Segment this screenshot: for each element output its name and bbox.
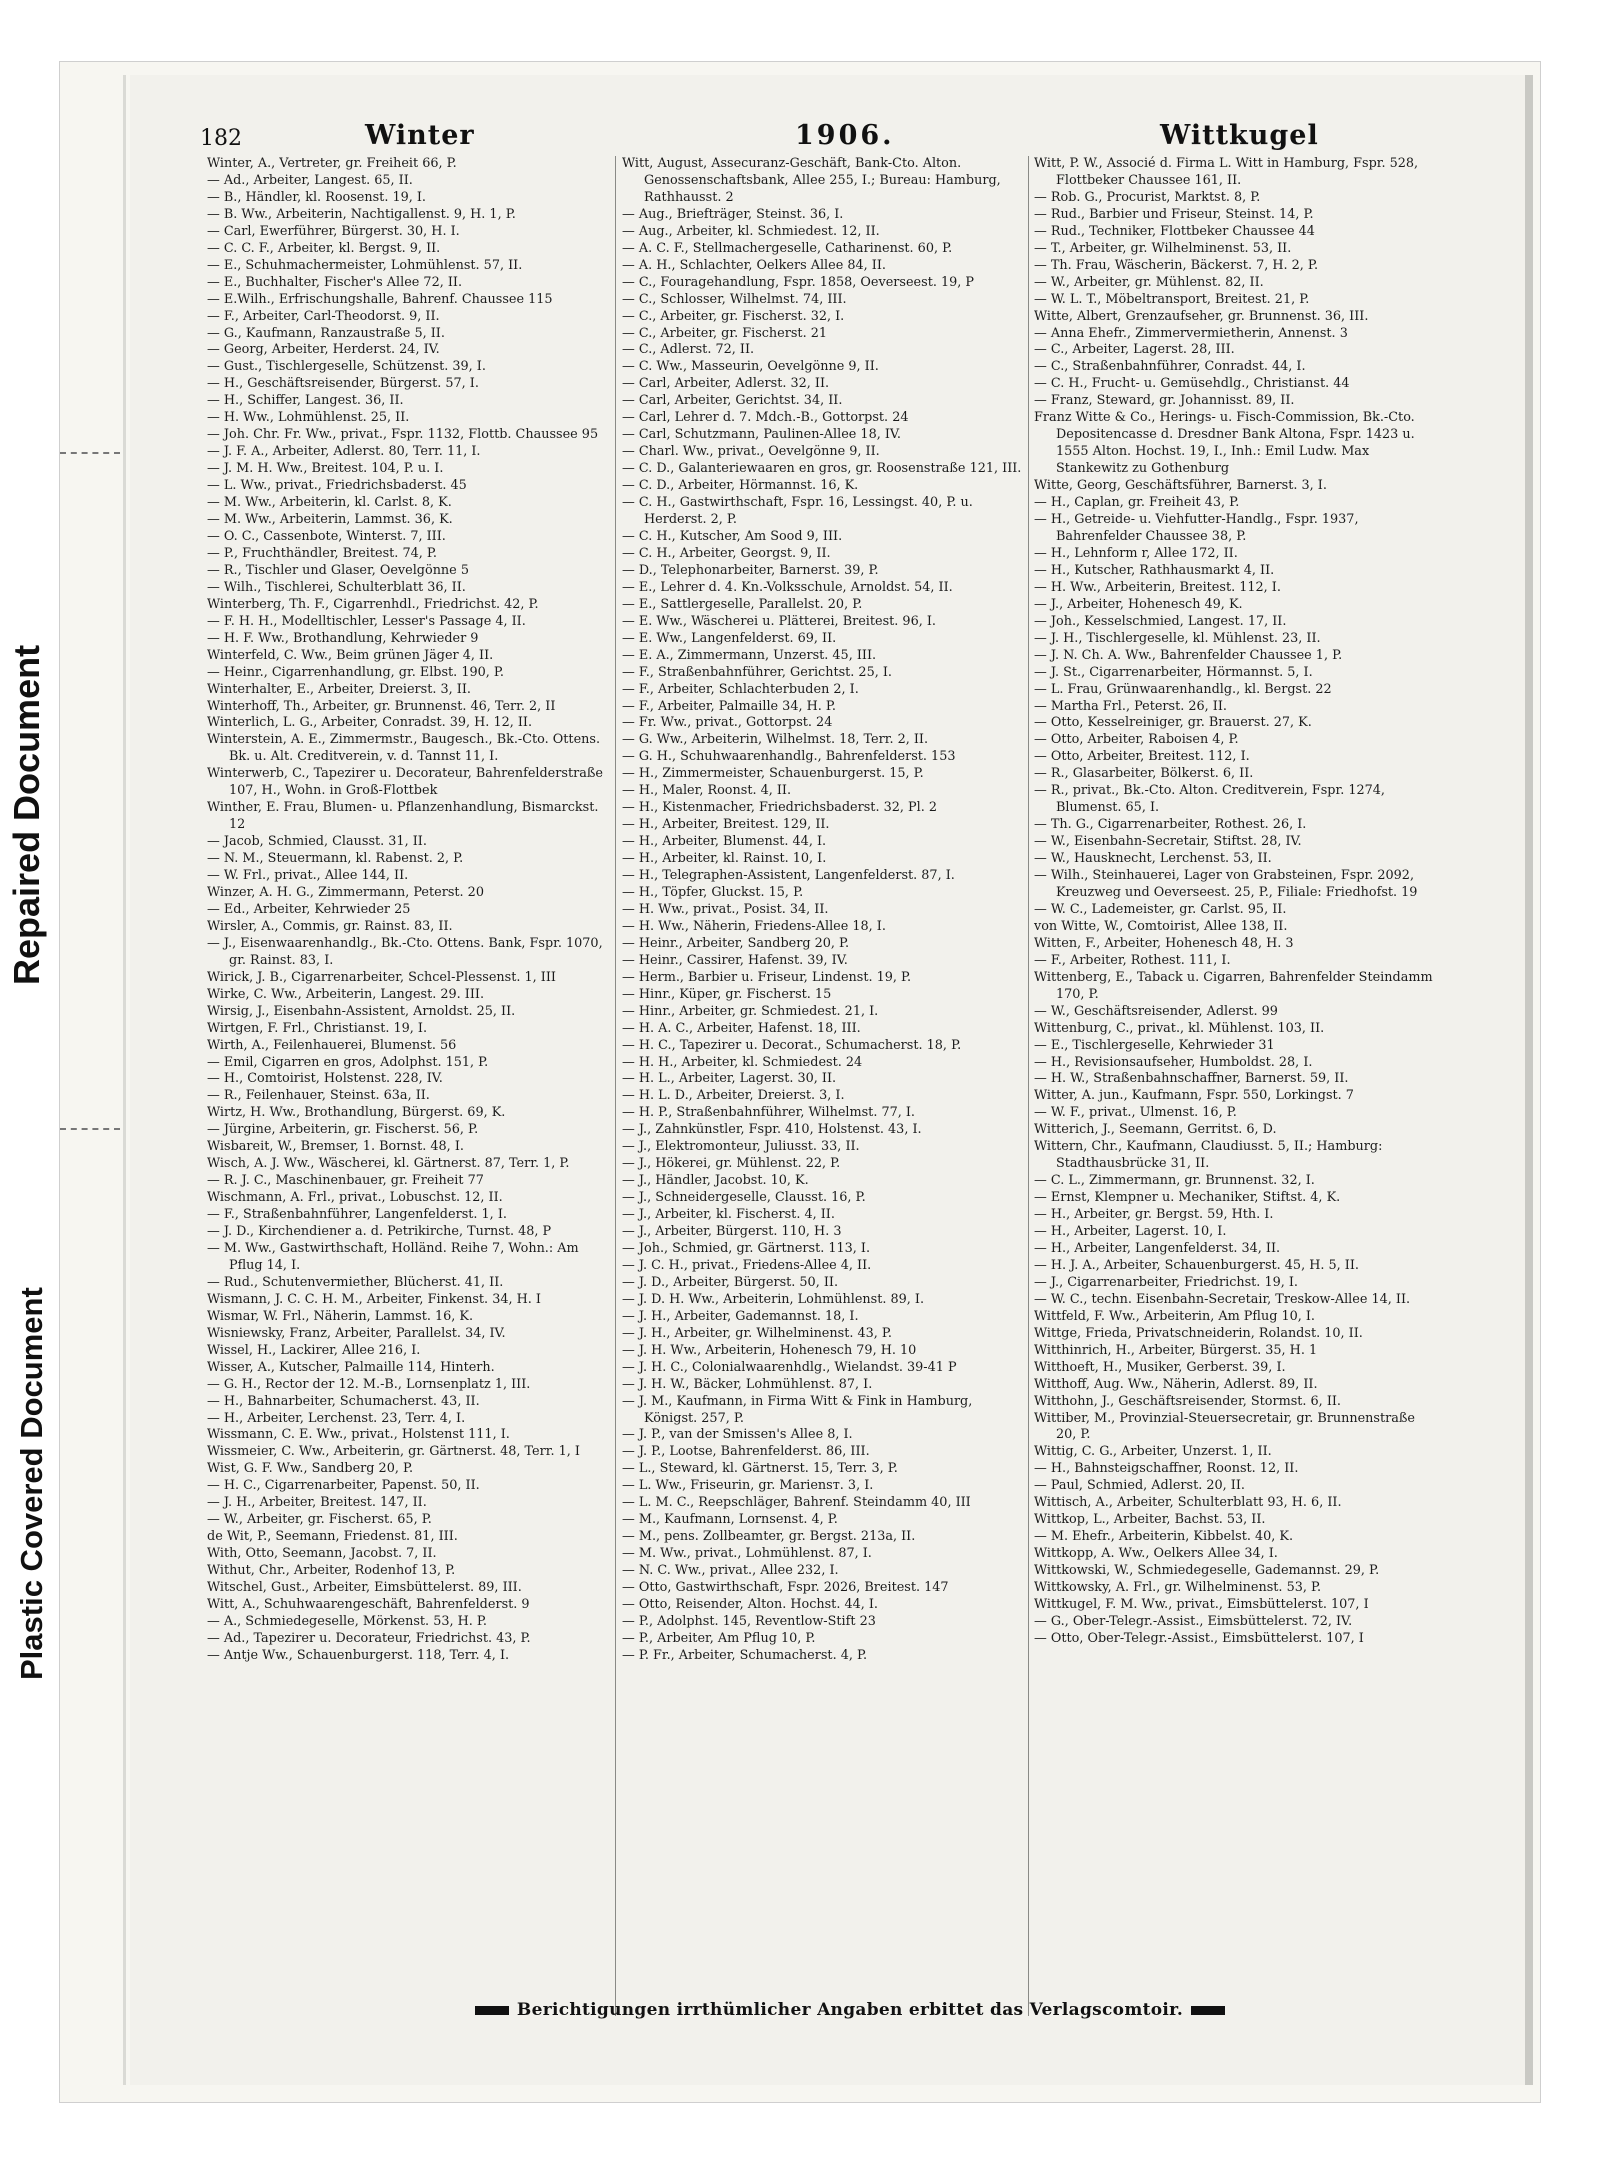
directory-entry: — H. Ww., Arbeiterin, Breitest. 112, I. — [1034, 579, 1281, 595]
directory-entry: Witterich, J., Seemann, Gerritst. 6, D. — [1034, 1122, 1277, 1138]
directory-entry: — Wilh., Tischlerei, Schulterblatt 36, II. — [207, 579, 466, 595]
directory-entry: — Franz, Steward, gr. Johannisst. 89, II. — [1034, 393, 1295, 409]
page-number: 182 — [200, 126, 242, 151]
directory-entry: — C., Arbeiter, gr. Fischerst. 21 — [622, 325, 827, 341]
label-divider-bottom — [60, 1128, 120, 1130]
directory-column-3 — [1034, 156, 1436, 1648]
directory-entry: — P., Arbeiter, Am Pflug 10, P. — [622, 1630, 816, 1646]
directory-entry: — J. H., Arbeiter, gr. Wilhelminenst. 43, P. — [622, 1325, 892, 1341]
directory-entry: — J., Cigarrenarbeiter, Friedrichst. 19, I. — [1034, 1274, 1298, 1290]
directory-entry: — H., Bahnarbeiter, Schumacherst. 43, II. — [207, 1393, 480, 1409]
footer-notice — [455, 2000, 1245, 2020]
directory-entry: — E., Buchhalter, Fischer's Allee 72, II. — [207, 274, 463, 290]
directory-entry: Wirtgen, F. Frl., Christianst. 19, I. — [207, 1020, 428, 1036]
directory-entry: — H. L., Arbeiter, Lagerst. 30, II. — [622, 1071, 837, 1087]
directory-entry: — H. L. D., Arbeiter, Dreierst. 3, I. — [622, 1088, 845, 1104]
year-heading: 1906. — [795, 120, 895, 151]
directory-entry: — J., Eisenwaarenhandlg., Bk.-Cto. Ottens. Bank, Fspr. 1070, gr. Rainst. 83, I. — [207, 935, 603, 968]
directory-entry: — H., Bahnsteigschaffner, Roonst. 12, II. — [1034, 1461, 1299, 1477]
directory-entry: Wissmann, C. E. Ww., privat., Holstenst 111, I. — [207, 1427, 510, 1443]
directory-entry: — J., Hökerei, gr. Mühlenst. 22, P. — [622, 1156, 841, 1172]
directory-entry: — J. H. W., Bäcker, Lohmühlenst. 87, I. — [622, 1376, 873, 1392]
directory-entry: — H. C., Tapezirer u. Decorat., Schumacherst. 18, P. — [622, 1037, 962, 1053]
directory-entry: — M. Ww., Arbeiterin, Lammst. 36, K. — [207, 512, 453, 528]
directory-entry: — J. D., Arbeiter, Bürgerst. 50, II. — [622, 1274, 839, 1290]
directory-entry: — A., Schmiedegeselle, Mörkenst. 53, H. P. — [207, 1613, 487, 1629]
directory-entry: Wismann, J. C. C. H. M., Arbeiter, Finkenst. 34, H. I — [207, 1291, 541, 1307]
directory-entry: — H., Arbeiter, gr. Bergst. 59, Hth. I. — [1034, 1207, 1274, 1223]
directory-entry: — Hinr., Küper, gr. Fischerst. 15 — [622, 986, 832, 1002]
directory-entry: — Anna Ehefr., Zimmervermietherin, Annenst. 3 — [1034, 325, 1348, 341]
directory-entry: Winterwerb, C., Tapezirer u. Decorateur, Bahrenfelderstraße 107, H., Wohn. in Groß-Flottbek — [207, 766, 603, 799]
directory-entry: — Carl, Arbeiter, Gerichtst. 34, II. — [622, 393, 843, 409]
directory-entry: — W. C., techn. Eisenbahn-Secretair, Treskow-Allee 14, II. — [1034, 1291, 1411, 1307]
directory-entry: — H., Getreide- u. Viehfutter-Handlg., Fspr. 1937, Bahrenfelder Chaussee 38, P. — [1034, 512, 1359, 544]
directory-entry: — F., Straßenbahnführer, Langenfelderst. 1, I. — [207, 1207, 507, 1223]
directory-entry: — W., Arbeiter, gr. Mühlenst. 82, II. — [1034, 274, 1264, 290]
directory-entry: — Paul, Schmied, Adlerst. 20, II. — [1034, 1478, 1245, 1494]
directory-entry: — Ad., Tapezirer u. Decorateur, Friedrichst. 43, P. — [207, 1630, 531, 1646]
directory-entry: — H., Arbeiter, Breitest. 129, II. — [622, 817, 830, 833]
directory-entry: Wisser, A., Kutscher, Palmaille 114, Hinterh. — [207, 1359, 495, 1375]
directory-entry: — C. C. F., Arbeiter, kl. Bergst. 9, II. — [207, 240, 441, 256]
directory-entry: — F., Straßenbahnführer, Gerichtst. 25, I. — [622, 664, 892, 680]
side-label-plastic: Plastic Covered Document — [14, 1287, 49, 1680]
directory-entry: Wirsler, A., Commis, gr. Rainst. 83, II. — [207, 918, 453, 934]
directory-entry: Withut, Chr., Arbeiter, Rodenhof 13, P. — [207, 1563, 456, 1579]
directory-entry: — Carl, Schutzmann, Paulinen-Allee 18, IV. — [622, 427, 901, 443]
directory-entry: — R., Glasarbeiter, Bölkerst. 6, II. — [1034, 766, 1254, 782]
directory-entry: Wirsig, J., Eisenbahn-Assistent, Arnoldst. 25, II. — [207, 1003, 516, 1019]
directory-entry: — J., Arbeiter, kl. Fischerst. 4, II. — [622, 1207, 835, 1223]
directory-entry: Wittkop, L., Arbeiter, Bachst. 53, II. — [1034, 1512, 1266, 1528]
directory-entry: Wisbareit, W., Bremser, 1. Bornst. 48, I. — [207, 1139, 464, 1155]
directory-entry: — J., Arbeiter, Hohenesch 49, K. — [1034, 596, 1243, 612]
directory-entry: — Herm., Barbier u. Friseur, Lindenst. 19, P. — [622, 969, 912, 985]
directory-entry: — C. D., Galanteriewaaren en gros, gr. Roosenstraße 121, III. — [622, 461, 1022, 477]
directory-entry: — M. Ww., Arbeiterin, kl. Carlst. 8, K. — [207, 495, 452, 511]
directory-entry: — L. Frau, Grünwaarenhandlg., kl. Bergst. 22 — [1034, 681, 1332, 697]
directory-column-1 — [207, 156, 612, 1665]
directory-entry: — J., Schneidergeselle, Clausst. 16, P. — [622, 1190, 866, 1206]
directory-entry: — L. M. C., Reepschläger, Bahrenf. Steindamm 40, III — [622, 1495, 971, 1511]
directory-entry: — P. Fr., Arbeiter, Schumacherst. 4, P. — [622, 1647, 868, 1663]
directory-entry: — J. H., Arbeiter, Breitest. 147, II. — [207, 1495, 427, 1511]
directory-entry: — H., Arbeiter, kl. Rainst. 10, I. — [622, 851, 827, 867]
directory-entry: — F., Arbeiter, Palmaille 34, H. P. — [622, 698, 836, 714]
directory-entry: — C., Arbeiter, Lagerst. 28, III. — [1034, 342, 1235, 358]
directory-entry: — J. M. H. Ww., Breitest. 104, P. u. I. — [207, 461, 444, 477]
pointing-hand-icon — [475, 2006, 509, 2015]
directory-entry: — T., Arbeiter, gr. Wilhelminenst. 53, II. — [1034, 240, 1292, 256]
directory-entry: — G., Ober-Telegr.-Assist., Eimsbüttelerst. 72, IV. — [1034, 1613, 1353, 1629]
directory-entry: — R. J. C., Maschinenbauer, gr. Freiheit 77 — [207, 1173, 484, 1189]
directory-entry: — Heinr., Cigarrenhandlung, gr. Elbst. 190, P. — [207, 664, 504, 680]
directory-entry: — C. L., Zimmermann, gr. Brunnenst. 32, I. — [1034, 1173, 1315, 1189]
directory-entry: Winter, A., Vertreter, gr. Freiheit 66, P. — [207, 156, 457, 171]
directory-entry: — H. F. Ww., Brothandlung, Kehrwieder 9 — [207, 630, 479, 646]
directory-entry: — H. P., Straßenbahnführer, Wilhelmst. 77, I. — [622, 1105, 916, 1121]
directory-entry: — H. Ww., Näherin, Friedens-Allee 18, I. — [622, 918, 886, 934]
directory-entry: — H., Arbeiter, Blumenst. 44, I. — [622, 834, 827, 850]
directory-entry: Winzer, A. H. G., Zimmermann, Peterst. 20 — [207, 884, 484, 900]
directory-entry: Witt, P. W., Associé d. Firma L. Witt in Hamburg, Fspr. 528, Flottbeker Chaussee 161, II. — [1034, 156, 1419, 188]
directory-entry: — W. Frl., privat., Allee 144, II. — [207, 868, 409, 884]
directory-entry: — B. Ww., Arbeiterin, Nachtigallenst. 9, H. 1, P. — [207, 206, 516, 222]
directory-entry: Wittfeld, F. Ww., Arbeiterin, Am Pflug 10, I. — [1034, 1308, 1315, 1324]
directory-entry: Winterfeld, C. Ww., Beim grünen Jäger 4, II. — [207, 647, 494, 663]
directory-entry: — H., Arbeiter, Lerchenst. 23, Terr. 4, I. — [207, 1410, 466, 1426]
directory-entry: — H., Maler, Roonst. 4, II. — [622, 783, 792, 799]
directory-entry: — Carl, Arbeiter, Adlerst. 32, II. — [622, 376, 830, 392]
directory-entry: — Martha Frl., Peterst. 26, II. — [1034, 698, 1227, 714]
directory-entry: — Otto, Arbeiter, Breitest. 112, I. — [1034, 749, 1250, 765]
directory-entry: — H., Lehnform r, Allee 172, II. — [1034, 545, 1238, 561]
directory-entry: — L. Ww., Friseurin, gr. Mariensт. 3, I. — [622, 1478, 874, 1494]
directory-entry: — Rud., Techniker, Flottbeker Chaussee 44 — [1034, 223, 1315, 239]
directory-entry: — G. H., Rector der 12. M.-B., Lornsenplatz 1, III. — [207, 1376, 531, 1392]
directory-entry: — H. C., Cigarrenarbeiter, Papenst. 50, II. — [207, 1478, 480, 1494]
directory-entry: Witthinrich, H., Arbeiter, Bürgerst. 35, H. 1 — [1034, 1342, 1318, 1358]
directory-entry: Wisniewsky, Franz, Arbeiter, Parallelst. 34, IV. — [207, 1325, 506, 1341]
directory-entry: — H. W., Straßenbahnschaffner, Barnerst. 59, II. — [1034, 1071, 1349, 1087]
directory-entry: — E., Schuhmachermeister, Lohmühlenst. 57, II. — [207, 257, 523, 273]
directory-entry: — C., Adlerst. 72, II. — [622, 342, 755, 358]
directory-entry: — H. Ww., Lohmühlenst. 25, II. — [207, 410, 410, 426]
directory-entry: — C. D., Arbeiter, Hörmannst. 16, K. — [622, 478, 859, 494]
directory-column-2 — [622, 156, 1024, 1665]
directory-entry: — Joh. Chr. Fr. Ww., privat., Fspr. 1132, Flottb. Chaussee 95 — [207, 427, 599, 443]
directory-entry: Wittkowsky, A. Frl., gr. Wilhelminenst. 53, P. — [1034, 1580, 1322, 1596]
pointing-hand-icon — [1191, 2006, 1225, 2015]
directory-entry: — Ad., Arbeiter, Langest. 65, II. — [207, 172, 413, 188]
directory-entry: — J. P., Lootse, Bahrenfelderst. 86, III. — [622, 1444, 870, 1460]
directory-entry: Wittiber, M., Provinzial-Steuersecretair, gr. Brunnenstraße 20, P. — [1034, 1410, 1415, 1443]
directory-entry: de Wit, P., Seemann, Friedenst. 81, III. — [207, 1529, 458, 1545]
directory-entry: — Hinr., Arbeiter, gr. Schmiedest. 21, I. — [622, 1003, 879, 1019]
directory-entry: — Emil, Cigarren en gros, Adolphst. 151, P. — [207, 1054, 489, 1070]
directory-entry: — Carl, Ewerführer, Bürgerst. 30, H. I. — [207, 223, 460, 239]
directory-entry: — Ernst, Klempner u. Mechaniker, Stiftst. 4, K. — [1034, 1190, 1341, 1206]
directory-entry: — Jürgine, Arbeiterin, gr. Fischerst. 56, P. — [207, 1122, 479, 1138]
directory-entry: — E.Wilh., Erfrischungshalle, Bahrenf. Chaussee 115 — [207, 291, 553, 307]
directory-entry: — R., privat., Bk.-Cto. Alton. Creditverein, Fspr. 1274, Blumenst. 65, I. — [1034, 783, 1385, 816]
directory-entry: Wittge, Frieda, Privatschneiderin, Rolandst. 10, II. — [1034, 1325, 1363, 1341]
directory-entry: — Jacob, Schmied, Clausst. 31, II. — [207, 834, 427, 850]
directory-entry: Witthohn, J., Geschäftsreisender, Stormst. 6, II. — [1034, 1393, 1341, 1409]
directory-entry: — J. H., Arbeiter, Gademannst. 18, I. — [622, 1308, 859, 1324]
footer-text: Berichtigungen irrthümlicher Angaben erbittet das Verlagscomtoir. — [516, 2000, 1184, 2020]
directory-entry: — C., Schlosser, Wilhelmst. 74, III. — [622, 291, 847, 307]
directory-entry: — C., Fouragehandlung, Fspr. 1858, Oeverseest. 19, P — [622, 274, 975, 290]
directory-entry: — E. Ww., Langenfelderst. 69, II. — [622, 630, 837, 646]
directory-entry: Witthoeft, H., Musiker, Gerberst. 39, I. — [1034, 1359, 1286, 1375]
directory-entry: — J. C. H., privat., Friedens-Allee 4, II. — [622, 1257, 872, 1273]
directory-entry: — J. H. C., Colonialwaarenhdlg., Wielandst. 39-41 P — [622, 1359, 957, 1375]
directory-entry: Wirth, A., Feilenhauerei, Blumenst. 56 — [207, 1037, 457, 1053]
directory-entry: — W. L. T., Möbeltransport, Breitest. 21, P. — [1034, 291, 1310, 307]
directory-entry: — H., Zimmermeister, Schauenburgerst. 15, P. — [622, 766, 924, 782]
directory-entry: — Aug., Arbeiter, kl. Schmiedest. 12, II. — [622, 223, 880, 239]
directory-entry: Wist, G. F. Ww., Sandberg 20, P. — [207, 1461, 414, 1477]
directory-entry: — Wilh., Steinhauerei, Lager von Grabsteinen, Fspr. 2092, Kreuzweg und Oeverseest. 25, P., Filiale: Friedhofst. 19 — [1034, 868, 1418, 900]
directory-entry: von Witte, W., Comtoirist, Allee 138, II. — [1034, 918, 1288, 934]
directory-entry: — M. Ehefr., Arbeiterin, Kibbelst. 40, K. — [1034, 1529, 1294, 1545]
directory-entry: Wittkugel, F. M. Ww., privat., Eimsbüttelerst. 107, I — [1034, 1597, 1369, 1613]
directory-entry: — J., Elektromonteur, Juliusst. 33, II. — [622, 1139, 860, 1155]
directory-entry: — Antje Ww., Schauenburgerst. 118, Terr. 4, I. — [207, 1647, 510, 1663]
directory-entry: With, Otto, Seemann, Jacobst. 7, II. — [207, 1546, 437, 1562]
directory-entry: — N. C. Ww., privat., Allee 232, I. — [622, 1563, 839, 1579]
directory-entry: — R., Feilenhauer, Steinst. 63a, II. — [207, 1088, 430, 1104]
directory-entry: — H., Arbeiter, Lagerst. 10, I. — [1034, 1224, 1227, 1240]
directory-entry: — G. H., Schuhwaarenhandlg., Bahrenfelderst. 153 — [622, 749, 956, 765]
directory-entry: — H., Revisionsaufseher, Humboldst. 28, I. — [1034, 1054, 1313, 1070]
directory-entry: — Heinr., Arbeiter, Sandberg 20, P. — [622, 935, 850, 951]
side-label-repaired: Repaired Document — [6, 644, 47, 985]
directory-entry: — H., Schiffer, Langest. 36, II. — [207, 393, 404, 409]
directory-entry: — H., Telegraphen-Assistent, Langenfelderst. 87, I. — [622, 868, 955, 884]
directory-entry: — Georg, Arbeiter, Herderst. 24, IV. — [207, 342, 440, 358]
directory-entry: — H. Ww., privat., Posist. 34, II. — [622, 901, 829, 917]
directory-entry: — J. H., Tischlergeselle, kl. Mühlenst. 23, II. — [1034, 630, 1321, 646]
directory-entry: — M. Ww., privat., Lohmühlenst. 87, I. — [622, 1546, 872, 1562]
directory-entry: — W., Geschäftsreisender, Adlerst. 99 — [1034, 1003, 1278, 1019]
directory-entry: — C. H., Arbeiter, Georgst. 9, II. — [622, 545, 831, 561]
directory-entry: — E. A., Zimmermann, Unzerst. 45, III. — [622, 647, 877, 663]
directory-entry: Wirke, C. Ww., Arbeiterin, Langest. 29. III. — [207, 986, 485, 1002]
directory-entry: — F., Arbeiter, Carl-Theodorst. 9, II. — [207, 308, 440, 324]
directory-entry: — M., pens. Zollbeamter, gr. Bergst. 213a, II. — [622, 1529, 916, 1545]
directory-entry: — H. J. A., Arbeiter, Schauenburgerst. 45, H. 5, II. — [1034, 1257, 1359, 1273]
directory-entry: Wittenburg, C., privat., kl. Mühlenst. 103, II. — [1034, 1020, 1325, 1036]
directory-entry: — Otto, Kesselreiniger, gr. Brauerst. 27, K. — [1034, 715, 1312, 731]
directory-entry: — E., Lehrer d. 4. Kn.-Volksschule, Arnoldst. 54, II. — [622, 579, 953, 595]
directory-entry: — W. C., Lademeister, gr. Carlst. 95, II. — [1034, 901, 1287, 917]
directory-entry: Wismar, W. Frl., Näherin, Lammst. 16, K. — [207, 1308, 474, 1324]
directory-entry: Wittisch, A., Arbeiter, Schulterblatt 93, H. 6, II. — [1034, 1495, 1342, 1511]
directory-entry: — B., Händler, kl. Roosenst. 19, I. — [207, 189, 427, 205]
directory-entry: — J. H. Ww., Arbeiterin, Hohenesch 79, H. 10 — [622, 1342, 917, 1358]
column-rule — [1028, 156, 1029, 2016]
directory-entry: Winterhalter, E., Arbeiter, Dreierst. 3, II. — [207, 681, 471, 697]
directory-entry: — M., Kaufmann, Lornsenst. 4, P. — [622, 1512, 838, 1528]
directory-entry: Wirick, J. B., Cigarrenarbeiter, Schcel-Plessenst. 1, III — [207, 969, 556, 985]
directory-entry: — H. H., Arbeiter, kl. Schmiedest. 24 — [622, 1054, 863, 1070]
directory-entry: — F. H. H., Modelltischler, Lesser's Passage 4, II. — [207, 613, 526, 629]
directory-entry: Winterhoff, Th., Arbeiter, gr. Brunnenst. 46, Terr. 2, II — [207, 698, 556, 714]
directory-entry: — Joh., Kesselschmied, Langest. 17, II. — [1034, 613, 1287, 629]
directory-entry: — E. Ww., Wäscherei u. Plätterei, Breitest. 96, I. — [622, 613, 936, 629]
directory-entry: — E., Tischlergeselle, Kehrwieder 31 — [1034, 1037, 1275, 1053]
directory-entry: — H. A. C., Arbeiter, Hafenst. 18, III. — [622, 1020, 861, 1036]
directory-entry: — W., Arbeiter, gr. Fischerst. 65, P. — [207, 1512, 432, 1528]
page-crease — [123, 75, 126, 2085]
column-rule — [615, 156, 616, 2016]
directory-entry: — O. C., Cassenbote, Winterst. 7, III. — [207, 528, 446, 544]
directory-entry: — C. H., Frucht- u. Gemüsehdlg., Christianst. 44 — [1034, 376, 1350, 392]
directory-entry: Wissmeier, C. Ww., Arbeiterin, gr. Gärtnerst. 48, Terr. 1, I — [207, 1444, 580, 1460]
directory-entry: — F., Arbeiter, Schlachterbuden 2, I. — [622, 681, 859, 697]
directory-entry: — Ed., Arbeiter, Kehrwieder 25 — [207, 901, 411, 917]
directory-entry: — H., Arbeiter, Langenfelderst. 34, II. — [1034, 1241, 1281, 1256]
page-edge — [1525, 75, 1533, 2085]
directory-entry: — W., Hausknecht, Lerchenst. 53, II. — [1034, 851, 1272, 867]
directory-entry: — L. Ww., privat., Friedrichsbaderst. 45 — [207, 478, 467, 494]
directory-entry: — R., Tischler und Glaser, Oevelgönne 5 — [207, 562, 469, 578]
directory-entry: — W., Eisenbahn-Secretair, Stiftst. 28, IV. — [1034, 834, 1302, 850]
directory-entry: — J. M., Kaufmann, in Firma Witt & Fink in Hamburg, Königst. 257, P. — [622, 1393, 973, 1426]
directory-entry: — M. Ww., Gastwirthschaft, Holländ. Reihe 7, Wohn.: Am Pflug 14, I. — [207, 1241, 579, 1273]
directory-entry: — Heinr., Cassirer, Hafenst. 39, IV. — [622, 952, 848, 968]
directory-entry: Wittig, C. G., Arbeiter, Unzerst. 1, II. — [1034, 1444, 1272, 1460]
directory-entry: — Charl. Ww., privat., Oevelgönne 9, II. — [622, 444, 880, 460]
right-headword: Wittkugel — [1160, 120, 1319, 151]
directory-entry: — H., Kistenmacher, Friedrichsbaderst. 32, Pl. 2 — [622, 800, 937, 816]
directory-entry: — C., Arbeiter, gr. Fischerst. 32, I. — [622, 308, 845, 324]
directory-entry: — J., Arbeiter, Bürgerst. 110, H. 3 — [622, 1224, 842, 1240]
directory-entry: — Gust., Tischlergeselle, Schützenst. 39, I. — [207, 359, 486, 375]
directory-entry: — Otto, Arbeiter, Raboisen 4, P. — [1034, 732, 1239, 748]
directory-entry: Witt, August, Assecuranz-Geschäft, Bank-Cto. Alton. Genossenschaftsbank, Allee 255, I.; Bureau: Hamburg, Rathhausst. 2 — [622, 156, 1001, 205]
directory-entry: — G. Ww., Arbeiterin, Wilhelmst. 18, Terr. 2, II. — [622, 732, 929, 748]
directory-entry: — J. D., Kirchendiener a. d. Petrikirche, Turnst. 48, P — [207, 1224, 552, 1240]
directory-entry: — Rob. G., Procurist, Marktst. 8, P. — [1034, 189, 1261, 205]
directory-entry: Franz Witte & Co., Herings- u. Fisch-Commission, Bk.-Cto. Depositencasse d. Dresdner Bank Altona, Fspr. 1423 u. 1555 Alton. Hochst. 19, I., Inh.: Emil Ludw. Max Stankewitz zu Gothenburg — [1034, 410, 1415, 477]
directory-entry: — J. N. Ch. A. Ww., Bahrenfelder Chaussee 1, P. — [1034, 647, 1343, 663]
directory-entry: Winterstein, A. E., Zimmermstr., Baugesch., Bk.-Cto. Ottens. Bk. u. Alt. Creditverein, v. d. Tannst 11, I. — [207, 732, 601, 765]
directory-entry: — F., Arbeiter, Rothest. 111, I. — [1034, 952, 1231, 968]
directory-entry: — J., Händler, Jacobst. 10, K. — [622, 1173, 809, 1189]
directory-entry: Witte, Albert, Grenzaufseher, gr. Brunnenst. 36, III. — [1034, 308, 1369, 324]
directory-entry: Witter, A. jun., Kaufmann, Fspr. 550, Lorkingst. 7 — [1034, 1088, 1354, 1104]
directory-entry: — C. H., Gastwirthschaft, Fspr. 16, Lessingst. 40, P. u. Herderst. 2, P. — [622, 495, 973, 528]
directory-entry: — G., Kaufmann, Ranzaustraße 5, II. — [207, 325, 445, 341]
directory-entry: Wittkopp, A. Ww., Oelkers Allee 34, I. — [1034, 1546, 1278, 1562]
directory-entry: — P., Adolphst. 145, Reventlow-Stift 23 — [622, 1613, 876, 1629]
left-headword: Winter — [365, 120, 475, 151]
directory-entry: — C. H., Kutscher, Am Sood 9, III. — [622, 528, 843, 544]
directory-entry: Wischmann, A. Frl., privat., Lobuschst. 12, II. — [207, 1190, 503, 1206]
directory-entry: Witte, Georg, Geschäftsführer, Barnerst. 3, I. — [1034, 478, 1327, 494]
directory-entry: — H., Caplan, gr. Freiheit 43, P. — [1034, 495, 1240, 511]
directory-entry: — Joh., Schmied, gr. Gärtnerst. 113, I. — [622, 1241, 871, 1256]
directory-entry: — L., Steward, kl. Gärtnerst. 15, Terr. 3, P. — [622, 1461, 898, 1477]
directory-entry: — C., Straßenbahnführer, Conradst. 44, I. — [1034, 359, 1306, 375]
directory-entry: — J. D. H. Ww., Arbeiterin, Lohmühlenst. 89, I. — [622, 1291, 925, 1307]
directory-entry: Wissel, H., Lackirer, Allee 216, I. — [207, 1342, 421, 1358]
directory-entry: — P., Fruchthändler, Breitest. 74, P. — [207, 545, 437, 561]
directory-entry: — H., Comtoirist, Holstenst. 228, IV. — [207, 1071, 443, 1087]
running-head — [200, 120, 1319, 154]
directory-entry: — J., Zahnkünstler, Fspr. 410, Holstenst. 43, I. — [622, 1122, 922, 1138]
directory-entry: — J. P., van der Smissen's Allee 8, I. — [622, 1427, 853, 1443]
directory-entry: — Otto, Ober-Telegr.-Assist., Eimsbüttelerst. 107, I — [1034, 1630, 1364, 1646]
directory-entry: — N. M., Steuermann, kl. Rabenst. 2, P. — [207, 851, 464, 867]
directory-entry: — J. St., Cigarrenarbeiter, Hörmannst. 5, I. — [1034, 664, 1313, 680]
directory-entry: Witthoff, Aug. Ww., Näherin, Adlerst. 89, II. — [1034, 1376, 1318, 1392]
directory-entry: — H., Kutscher, Rathhausmarkt 4, II. — [1034, 562, 1275, 578]
directory-entry: — H., Töpfer, Gluckst. 15, P. — [622, 884, 804, 900]
directory-entry: — A. C. F., Stellmachergeselle, Catharinenst. 60, P. — [622, 240, 953, 256]
directory-entry: — E., Sattlergeselle, Parallelst. 20, P. — [622, 596, 863, 612]
directory-entry: Witten, F., Arbeiter, Hohenesch 48, H. 3 — [1034, 935, 1294, 951]
directory-entry: — J. F. A., Arbeiter, Adlerst. 80, Terr. 11, I. — [207, 444, 481, 460]
directory-entry: Witt, A., Schuhwaarengeschäft, Bahrenfelderst. 9 — [207, 1597, 530, 1613]
directory-entry: Wirtz, H. Ww., Brothandlung, Bürgerst. 69, K. — [207, 1105, 506, 1121]
directory-entry: — Rud., Barbier und Friseur, Steinst. 14, P. — [1034, 206, 1314, 222]
directory-entry: — Carl, Lehrer d. 7. Mdch.-B., Gottorpst. 24 — [622, 410, 909, 426]
directory-entry: Wittenberg, E., Taback u. Cigarren, Bahrenfelder Steindamm 170, P. — [1034, 969, 1433, 1002]
directory-entry: — Rud., Schutenvermiether, Blücherst. 41, II. — [207, 1274, 504, 1290]
directory-entry: — Aug., Briefträger, Steinst. 36, I. — [622, 206, 844, 222]
label-divider-top — [60, 452, 120, 454]
directory-entry: Wisch, A. J. Ww., Wäscherei, kl. Gärtnerst. 87, Terr. 1, P. — [207, 1156, 570, 1172]
directory-entry: — Th. G., Cigarrenarbeiter, Rothest. 26, I. — [1034, 817, 1307, 833]
directory-entry: — Th. Frau, Wäscherin, Bäckerst. 7, H. 2, P. — [1034, 257, 1319, 273]
directory-entry: Winterlich, L. G., Arbeiter, Conradst. 39, H. 12, II. — [207, 715, 533, 731]
directory-entry: Witschel, Gust., Arbeiter, Eimsbüttelerst. 89, III. — [207, 1580, 522, 1596]
directory-entry: — Otto, Reisender, Alton. Hochst. 44, I. — [622, 1597, 878, 1613]
directory-entry: Wittern, Chr., Kaufmann, Claudiusst. 5, II.; Hamburg: Stadthausbrücke 31, II. — [1034, 1139, 1383, 1172]
directory-entry: — C. Ww., Masseurin, Oevelgönne 9, II. — [622, 359, 879, 375]
directory-entry: — W. F., privat., Ulmenst. 16, P. — [1034, 1105, 1237, 1121]
directory-entry: — A. H., Schlachter, Oelkers Allee 84, II. — [622, 257, 886, 273]
directory-entry: Winterberg, Th. F., Cigarrenhdl., Friedrichst. 42, P. — [207, 596, 539, 612]
directory-entry: — Fr. Ww., privat., Gottorpst. 24 — [622, 715, 833, 731]
directory-entry: Wittkowski, W., Schmiedegeselle, Gademannst. 29, P. — [1034, 1563, 1380, 1579]
directory-entry: — D., Telephonarbeiter, Barnerst. 39, P. — [622, 562, 879, 578]
directory-entry: — H., Geschäftsreisender, Bürgerst. 57, I. — [207, 376, 479, 392]
directory-entry: — Otto, Gastwirthschaft, Fspr. 2026, Breitest. 147 — [622, 1580, 949, 1596]
directory-entry: Winther, E. Frau, Blumen- u. Pflanzenhandlung, Bismarckst. 12 — [207, 800, 599, 833]
